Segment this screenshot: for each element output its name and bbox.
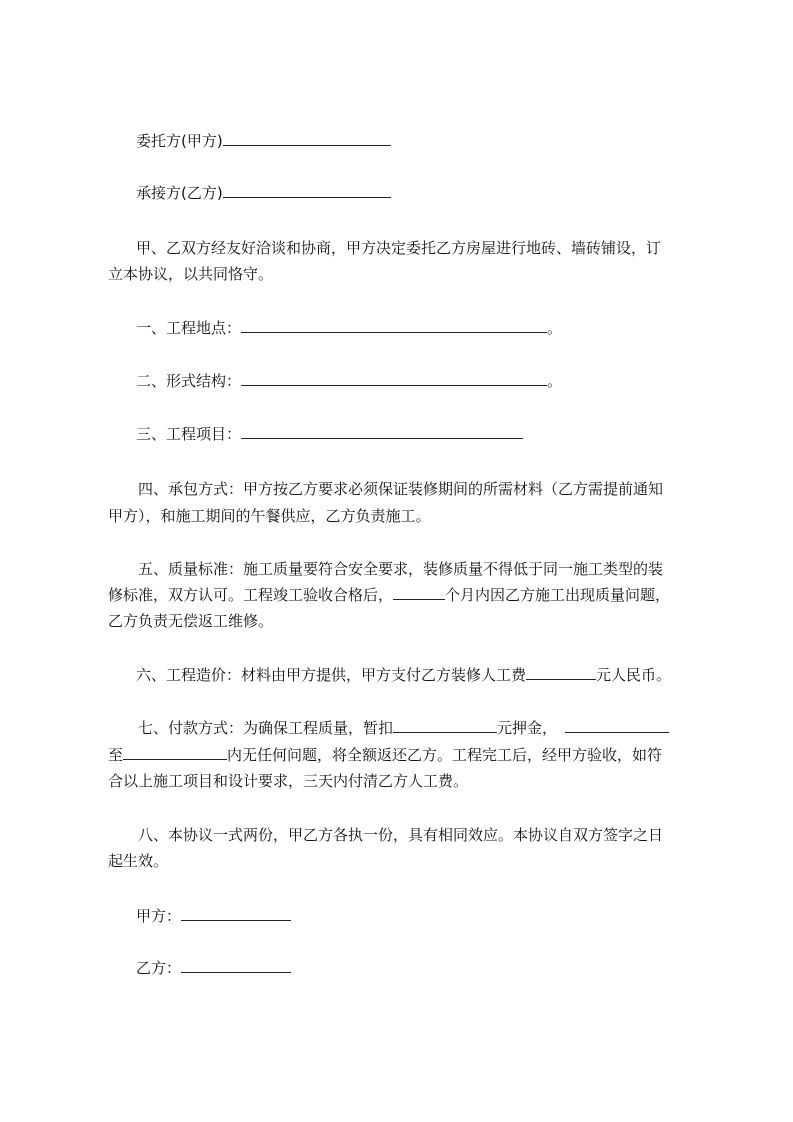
item7-start: 七、付款方式：为确保工程质量，暂扣 xyxy=(138,719,394,737)
contractor-label: 承接方(乙方) xyxy=(136,184,223,202)
item6-end: 元人民币。 xyxy=(596,666,672,684)
item6-start: 六、工程造价：材料由甲方提供，甲方支付乙方装修人工费 xyxy=(136,666,527,684)
item7-start-date-blank xyxy=(565,718,669,733)
item8-line-1: 八、本协议一式两份，甲乙方各执一份，具有相同效应。本协议自双方签字之日 xyxy=(138,826,664,844)
intro-line-1: 甲、乙双方经友好洽谈和协商，甲方决定委托乙方房屋进行地砖、墙砖铺设，订 xyxy=(136,239,662,257)
sign-a-line xyxy=(136,906,291,926)
item5-line-3: 乙方负责无偿返工维修。 xyxy=(108,612,274,630)
contractor-line xyxy=(136,183,391,203)
item2-blank xyxy=(241,371,547,386)
item3-line xyxy=(136,424,523,444)
sign-b-label: 乙方： xyxy=(136,959,182,977)
item7-line-1 xyxy=(138,718,669,738)
client-blank xyxy=(223,131,391,146)
item7-deposit-blank xyxy=(393,718,497,733)
item1-end: 。 xyxy=(547,319,563,337)
item5-line2-end: 个月内因乙方施工出现质量问题， xyxy=(445,586,671,604)
item4-line-1: 四、承包方式：甲方按乙方要求必须保证装修期间的所需材料（乙方需提前通知 xyxy=(138,480,664,498)
item2-label: 二、形式结构： xyxy=(136,372,242,390)
item5-line-2 xyxy=(108,585,670,605)
item6-amount-blank xyxy=(526,665,596,680)
item7-end-date-blank xyxy=(123,745,227,760)
item2-line xyxy=(136,371,562,391)
contractor-blank xyxy=(223,183,391,198)
item2-end: 。 xyxy=(547,372,563,390)
item7-deposit-unit: 元押金， xyxy=(497,719,558,737)
sign-a-label: 甲方： xyxy=(136,907,182,925)
item5-line2-start: 修标准，双方认可。工程竣工验收合格后， xyxy=(108,586,394,604)
item3-blank xyxy=(241,424,523,439)
item4-line-2: 甲方），和施工期间的午餐供应，乙方负责施工。 xyxy=(108,507,431,525)
sign-b-blank xyxy=(181,958,291,973)
item1-line xyxy=(136,318,562,338)
item6-line xyxy=(136,665,671,685)
item8-line-2: 起生效。 xyxy=(108,852,169,870)
item7-to: 至 xyxy=(108,746,124,764)
client-label: 委托方(甲方) xyxy=(136,132,223,150)
sign-b-line xyxy=(136,958,291,978)
client-line xyxy=(136,131,391,151)
item7-line2-rest: 内无任何问题，将全额返还乙方。工程完工后，经甲方验收，如符 xyxy=(227,746,663,764)
item5-line-1: 五、质量标准：施工质量要符合安全要求，装修质量不得低于同一施工类型的装 xyxy=(138,560,664,578)
item5-months-blank xyxy=(393,585,445,600)
item1-label: 一、工程地点： xyxy=(136,319,242,337)
item7-line-3: 合以上施工项目和设计要求，三天内付清乙方人工费。 xyxy=(108,772,469,790)
item7-line-2 xyxy=(108,745,662,765)
item1-blank xyxy=(241,318,547,333)
intro-line-2: 立本协议，以共同恪守。 xyxy=(108,265,274,283)
sign-a-blank xyxy=(181,906,291,921)
item3-label: 三、工程项目： xyxy=(136,425,242,443)
